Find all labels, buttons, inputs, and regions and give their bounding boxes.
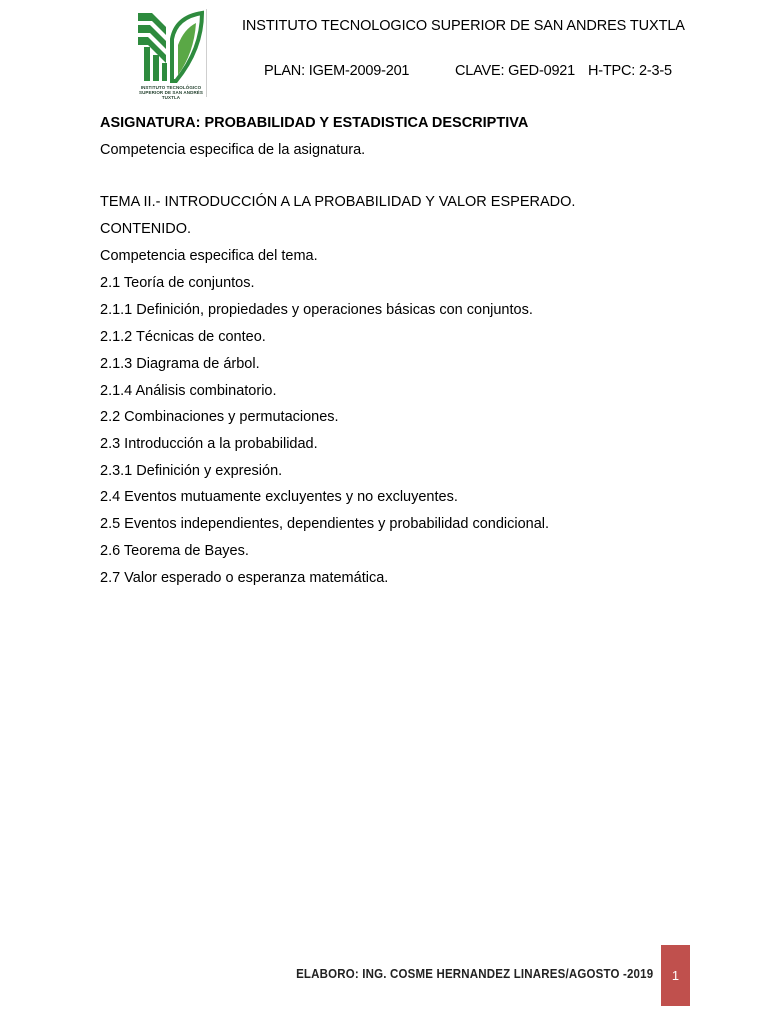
topic-title: TEMA II.- INTRODUCCIÓN A LA PROBABILIDAD Y VALOR ESPERADO. — [100, 194, 576, 210]
plan-code: PLAN: IGEM-2009-201 — [264, 63, 410, 79]
contents-heading: CONTENIDO. — [100, 221, 192, 237]
leaf-logo-icon — [136, 9, 206, 85]
list-item: 2.1.1 Definición, propiedades y operaciones básicas con conjuntos. — [100, 302, 533, 318]
list-item: 2.2 Combinaciones y permutaciones. — [100, 409, 339, 425]
list-item: 2.1.3 Diagrama de árbol. — [100, 356, 260, 372]
list-item: 2.1.2 Técnicas de conteo. — [100, 329, 266, 345]
list-item: 2.4 Eventos mutuamente excluyentes y no excluyentes. — [100, 489, 458, 505]
page-number-badge: 1 — [661, 945, 690, 1006]
list-item: 2.3.1 Definición y expresión. — [100, 463, 283, 479]
topic-competence: Competencia especifica del tema. — [100, 248, 318, 264]
list-item: 2.1.4 Análisis combinatorio. — [100, 383, 277, 399]
list-item: 2.5 Eventos independientes, dependientes y probabilidad condicional. — [100, 516, 550, 532]
list-item: 2.6 Teorema de Bayes. — [100, 543, 249, 559]
institution-name: INSTITUTO TECNOLOGICO SUPERIOR DE SAN ANDRES TUXTLA — [242, 18, 685, 34]
subject-competence: Competencia especifica de la asignatura. — [100, 142, 366, 158]
logo-caption: INSTITUTO TECNOLÓGICO SUPERIOR DE SAN ANDRÉS TUXTLA — [138, 85, 204, 100]
list-item: 2.1 Teoría de conjuntos. — [100, 275, 255, 291]
list-item: 2.3 Introducción a la probabilidad. — [100, 436, 318, 452]
list-item: 2.7 Valor esperado o esperanza matemática. — [100, 570, 389, 586]
clave-code: CLAVE: GED-0921 — [455, 63, 576, 79]
footer-author: ELABORO: ING. COSME HERNANDEZ LINARES/AGOSTO -2019 — [295, 967, 653, 981]
subject-heading: ASIGNATURA: PROBABILIDAD Y ESTADISTICA DESCRIPTIVA — [100, 115, 529, 131]
htpc-code: H-TPC: 2-3-5 — [588, 63, 672, 79]
institution-logo — [136, 9, 207, 100]
